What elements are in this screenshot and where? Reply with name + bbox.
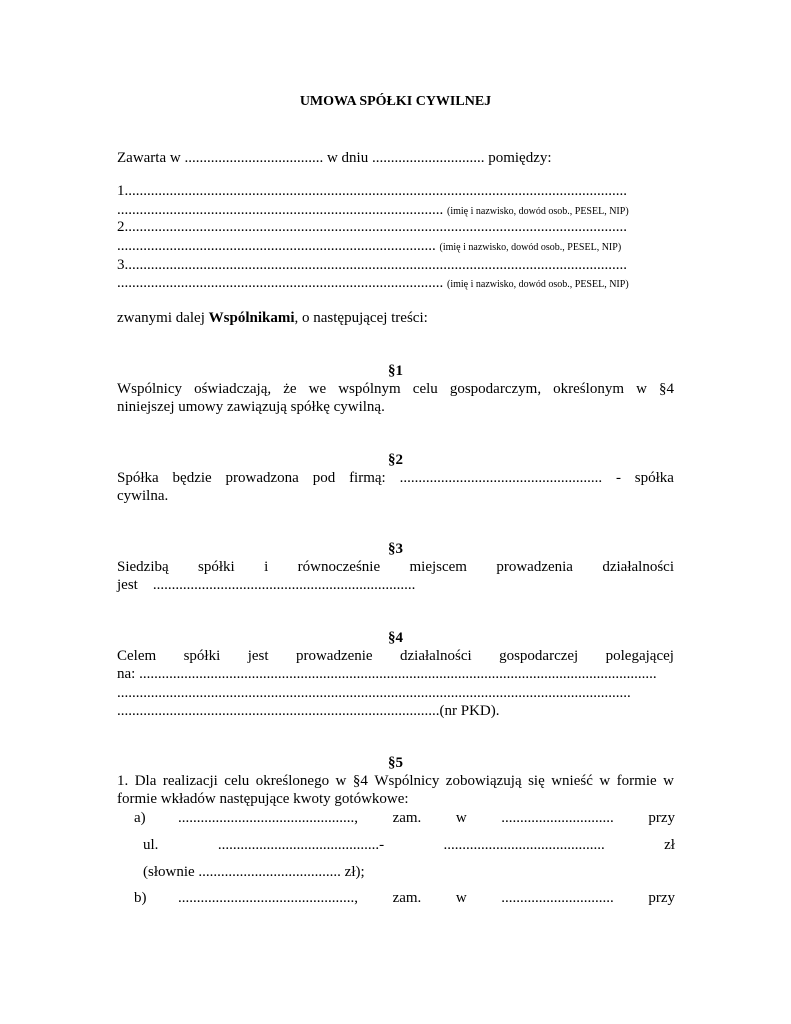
zwanymi-post: , o następującej treści: xyxy=(294,310,428,326)
word: w xyxy=(599,773,611,789)
word: działalności xyxy=(602,559,674,575)
section-3-line-2: jest ...................................................................... xyxy=(117,577,416,593)
street-field: ...........................................- xyxy=(217,837,385,853)
word: jest xyxy=(247,648,269,664)
section-5-heading: §5 xyxy=(388,755,403,771)
street-label: ul. xyxy=(143,837,159,853)
section-4-heading: §4 xyxy=(388,630,403,646)
word: w xyxy=(335,773,347,789)
zwanymi-pre: zwanymi dalej xyxy=(117,310,209,326)
word: wnieść xyxy=(551,773,593,789)
word: że xyxy=(283,381,297,397)
word: i xyxy=(264,559,269,575)
item-a-w: w xyxy=(455,810,467,826)
word: zobowiązują xyxy=(445,773,522,789)
word: prowadzona xyxy=(225,470,299,486)
word: - xyxy=(615,470,621,486)
word: równocześnie xyxy=(297,559,381,575)
zwanymi-bold: Wspólnikami xyxy=(208,310,295,326)
section-3-heading: §3 xyxy=(388,541,403,557)
currency-label: zł xyxy=(664,837,675,853)
word: miejscem xyxy=(409,559,467,575)
word: spółki xyxy=(183,648,221,664)
word: gospodarczej xyxy=(499,648,579,664)
item-b-city-field: .............................. xyxy=(501,890,614,906)
word: Spółka xyxy=(117,470,159,486)
section-4-line-2: na: .......................................................................................................................................... xyxy=(117,666,657,682)
word: spółki xyxy=(198,559,235,575)
word: prowadzenia xyxy=(496,559,573,575)
word: we xyxy=(308,381,327,397)
item-b-w: w xyxy=(455,890,467,906)
item-b-row xyxy=(178,889,675,907)
word: 1. xyxy=(117,773,129,789)
word: gospodarczym, xyxy=(449,381,542,397)
section-5-line-1 xyxy=(117,772,674,790)
item-a-przy: przy xyxy=(648,810,675,826)
item-a-city-field: .............................. xyxy=(501,810,614,826)
word: Dla xyxy=(134,773,157,789)
word: realizacji xyxy=(162,773,218,789)
amount-in-words: (słownie ...................................... zł); xyxy=(143,864,365,880)
word: Wspólnicy xyxy=(374,773,440,789)
word: określonym xyxy=(553,381,624,397)
word: Siedzibą xyxy=(117,559,169,575)
section-5-line-2: formie wkładów następujące kwoty gotówkowe: xyxy=(117,791,409,807)
party-3-line: 3...................................................................................................................................... xyxy=(117,257,627,273)
word: Celem xyxy=(117,648,157,664)
section-4-line-3: ......................................................................................................................................... xyxy=(117,685,631,701)
word: pod xyxy=(312,470,336,486)
section-1-line-1 xyxy=(117,380,674,398)
word: §4 xyxy=(658,381,674,397)
section-1-heading: §1 xyxy=(388,363,403,379)
party-1-dots: ....................................................................................... xyxy=(117,202,444,218)
party-3-dots: ....................................................................................... xyxy=(117,275,444,291)
section-3-line-1 xyxy=(117,558,674,576)
amount-field: ........................................... xyxy=(443,837,605,853)
section-2-line-1 xyxy=(117,469,674,487)
word: się xyxy=(528,773,545,789)
party-2-id-line xyxy=(117,237,621,257)
word: ...................................................... xyxy=(399,470,603,486)
party-2-dots: ..................................................................................... xyxy=(117,238,436,254)
word: oświadczają, xyxy=(194,381,272,397)
section-2-heading: §2 xyxy=(388,452,403,468)
word: Wspólnicy xyxy=(117,381,182,397)
word: celu xyxy=(412,381,438,397)
word: §4 xyxy=(352,773,368,789)
item-a-row xyxy=(178,809,675,827)
party-1-hint: (imię i nazwisko, dowód osob., PESEL, NIP) xyxy=(447,206,629,217)
party-3-id-line xyxy=(117,274,629,294)
word: określonego xyxy=(255,773,330,789)
section-2-line-2: cywilna. xyxy=(117,488,169,504)
item-b-name-field: ..............................................., xyxy=(178,890,358,906)
item-b-label: b) xyxy=(134,890,147,906)
word: formie xyxy=(616,773,657,789)
intro-line: Zawarta w ..................................... w dniu .............................. pomiędzy: xyxy=(117,150,552,166)
section-4-line-4: ......................................................................................(nr PKD). xyxy=(117,703,500,719)
word: działalności xyxy=(400,648,472,664)
word: polegającej xyxy=(605,648,674,664)
item-a-name-field: ..............................................., xyxy=(178,810,358,826)
word: w xyxy=(636,381,647,397)
zwanymi-line xyxy=(117,309,428,327)
word: spółka xyxy=(634,470,674,486)
section-1-line-2: niniejszej umowy zawiązują spółkę cywilną. xyxy=(117,399,385,415)
word: w xyxy=(663,773,674,789)
party-3-hint: (imię i nazwisko, dowód osob., PESEL, NIP) xyxy=(447,279,629,290)
word: będzie xyxy=(172,470,212,486)
item-b-przy: przy xyxy=(648,890,675,906)
item-a-street-row xyxy=(143,836,675,854)
word: firmą: xyxy=(349,470,386,486)
word: celu xyxy=(224,773,250,789)
party-2-hint: (imię i nazwisko, dowód osob., PESEL, NIP) xyxy=(439,242,622,253)
section-4-line-1 xyxy=(117,647,674,665)
party-1-line: 1...................................................................................................................................... xyxy=(117,183,627,199)
document-title: UMOWA SPÓŁKI CYWILNEJ xyxy=(299,94,492,109)
word: prowadzenie xyxy=(295,648,373,664)
item-a-label: a) xyxy=(134,810,146,826)
item-b-zam: zam. xyxy=(392,890,422,906)
item-a-zam: zam. xyxy=(392,810,422,826)
word: wspólnym xyxy=(338,381,401,397)
party-2-line: 2...................................................................................................................................... xyxy=(117,219,627,235)
